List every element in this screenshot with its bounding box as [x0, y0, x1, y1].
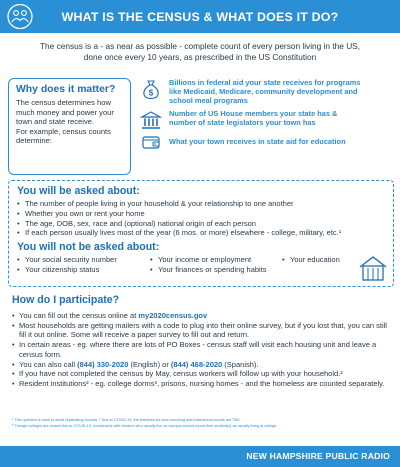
website-link[interactable]: my2020census.gov — [138, 311, 208, 320]
list-item — [12, 321, 394, 340]
intro-line: done once every 10 years, as prescribed in the US Constitution — [83, 51, 317, 62]
matters-line: school meal programs — [169, 96, 248, 105]
list-item: • Whether you own or rent your home — [17, 209, 341, 219]
item-text: Most households are getting mailers with a code to plug into their online survey, but if you lost that, you can still fill it out online. Some will receive a paper survey to fill out and return. — [19, 320, 387, 340]
footnote: ¹ This question is used to avoid duplicating records. ² Due to COVID-19, the timelines for door knocking and institutional counts are TBD. — [12, 418, 241, 422]
item-text: In certain areas - eg. where there are lots of PO Boxes - census staff will visit each housing unit and leave a census form. — [19, 340, 377, 359]
why-line: much money and power your — [16, 107, 114, 117]
house-icon — [358, 254, 388, 282]
list-item: • Your social security number — [17, 255, 117, 265]
matters-text — [169, 131, 389, 146]
list-item: • Your education — [282, 255, 340, 265]
list-item: • The age, DOB, sex, race and (optional) national origin of each person — [17, 219, 341, 229]
item-text: (English) or — [128, 359, 171, 369]
matters-line: Number of US House members your state has & — [169, 109, 338, 118]
asked-list — [17, 199, 341, 238]
list-item: • Your income or employment — [150, 255, 267, 265]
why-line: town and state receive. — [16, 117, 95, 127]
svg-text:$: $ — [148, 88, 154, 98]
footer-bar — [0, 446, 400, 467]
list-item: • Your citizenship status — [17, 265, 117, 275]
matters-item — [140, 109, 389, 131]
matters-item — [140, 78, 389, 105]
page-title: WHAT IS THE CENSUS & WHAT DOES IT DO? — [61, 9, 339, 24]
item-text: You can also call — [19, 359, 78, 369]
participate-title: How do I participate? — [12, 294, 120, 306]
item-text: (Spanish). — [222, 359, 259, 369]
money-bag-icon — [140, 78, 162, 100]
footnote: ³ Though colleges are closed due to COVID-19, households with children who usually live on campus should report their student(s) as usually living at college. — [12, 424, 278, 429]
matters-text — [169, 109, 389, 127]
why-line: For example, census counts — [16, 126, 111, 136]
matters-text — [169, 78, 389, 105]
why-body — [16, 98, 125, 146]
item-text: Resident institutions² - eg. college dorms³, prisons, nursing homes - and the homeless are counted separately. — [19, 378, 385, 388]
phone-english[interactable]: (844) 330-2020 — [77, 359, 129, 369]
bank-icon — [140, 109, 162, 131]
asked-title: You will be asked about: — [17, 185, 140, 197]
item-text: You can fill out the census online at — [19, 311, 139, 320]
phone-spanish[interactable]: (844) 468-2020 — [170, 359, 223, 369]
list-item: • If each person usually lives most of the year (6 mos. or more) elsewhere - college, military, etc.¹ — [17, 228, 341, 238]
item-text: If you have not completed the census by May, census workers will follow up with your household.² — [19, 369, 343, 379]
footnotes — [12, 417, 394, 429]
list-item — [12, 340, 394, 359]
footer-brand: NEW HAMPSHIRE PUBLIC RADIO — [246, 451, 390, 461]
header-banner — [0, 0, 400, 33]
people-icon — [7, 3, 33, 30]
matters-item — [140, 131, 389, 153]
list-item — [12, 360, 394, 370]
matters-line: Billions in federal aid your state receives for programs — [169, 78, 361, 87]
intro-line: The census is a - as near as possible - complete count of every person living in the US, — [39, 41, 361, 51]
why-box — [8, 78, 131, 175]
not-asked-col-2 — [150, 255, 267, 275]
list-item — [12, 379, 394, 389]
matters-line: like Medicaid, Medicare, community development and — [169, 87, 358, 96]
not-asked-col-3 — [282, 255, 340, 265]
not-asked-title: You will not be asked about: — [17, 241, 160, 253]
why-line: The census determines how — [16, 98, 111, 107]
list-item — [12, 369, 394, 379]
why-title: Why does it matter? — [16, 84, 116, 95]
list-item: • Your finances or spending habits — [150, 265, 267, 275]
matters-line: What your town receives in state aid for education — [169, 137, 346, 146]
why-line: determine: — [16, 136, 52, 146]
intro-text — [10, 41, 390, 62]
list-item: • The number of people living in your household & your relationship to one another — [17, 199, 341, 209]
matters-line: number of state legislators your town has — [169, 118, 316, 127]
participate-list — [12, 311, 394, 389]
not-asked-col-1 — [17, 255, 117, 275]
list-item — [12, 311, 394, 321]
wallet-icon — [140, 131, 162, 153]
